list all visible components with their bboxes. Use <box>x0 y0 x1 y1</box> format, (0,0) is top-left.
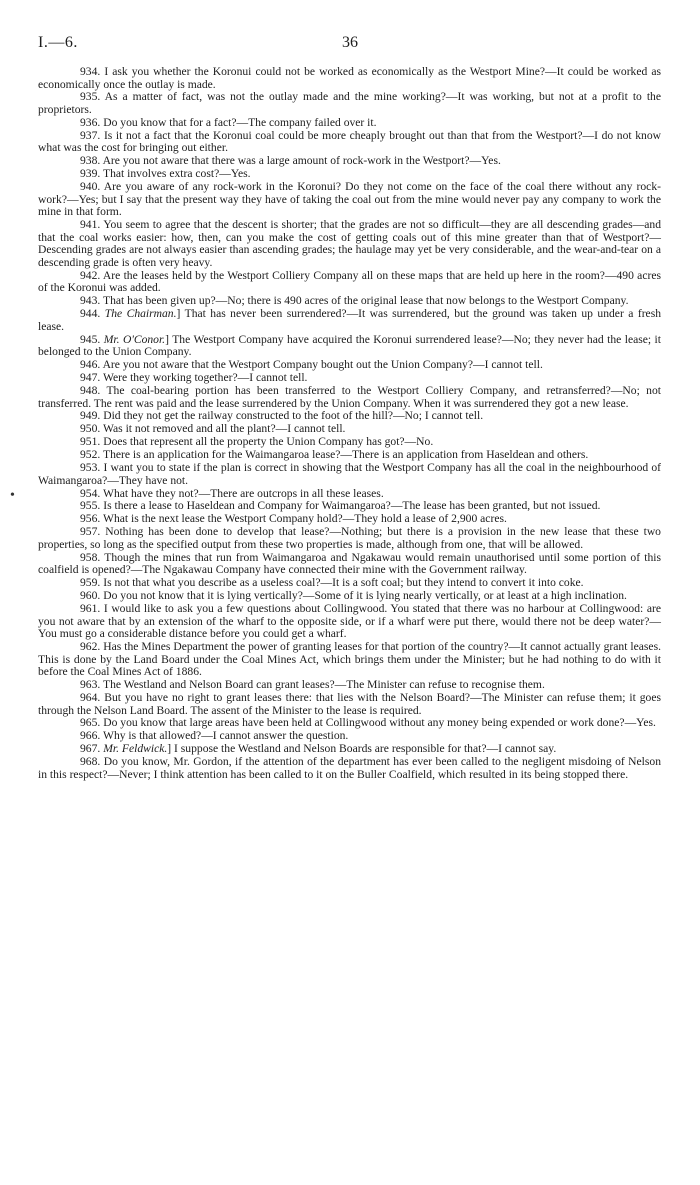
evidence-paragraph <box>38 743 661 756</box>
evidence-paragraph <box>38 359 661 372</box>
evidence-paragraph <box>38 295 661 308</box>
question-number: 942. <box>80 268 101 282</box>
question-number: 968. <box>80 755 101 769</box>
question-answer-text: I ask you whether the Koronui could not be worked as economically as the Westport Mine?—It could be worked as economically once the outlay is made. <box>38 65 661 91</box>
question-answer-text: Though the mines that run from Waimangaroa and Ngakawau would remain unauthorised until some portion of this coalfield is opened?—The Ngakawau Company have connected their mine with the Government railway. <box>38 550 661 577</box>
evidence-paragraph <box>38 603 661 641</box>
question-answer-text: Are you aware of any rock-work in the Koronui? Do they not come on the face of the coal there without any rock-work?—Yes; but I say that the present way they have of taking the coal out from the mine would never pay any company to work the mine in that form. <box>38 180 661 219</box>
evidence-paragraph <box>38 423 661 436</box>
evidence-paragraph <box>38 270 661 295</box>
evidence-paragraph <box>38 130 661 155</box>
question-answer-text: Is there a lease to Haseldean and Company for Waimangaroa?—The lease has been granted, but not issued. <box>103 499 601 513</box>
question-number: 966. <box>80 729 101 743</box>
evidence-paragraph <box>38 500 661 513</box>
question-answer-text: You seem to agree that the descent is shorter; that the grades are not so difficult—they are all descending grades—and that the coal works easier: how, then, can you make the cost of getting coals out of this mine greater than that of Westport?—Descending grades are not always easier than ascending grades; the haulage may yet be very considerable, and the wear-and-tear on a descending grade is often very heavy. <box>38 218 661 269</box>
question-answer-text: Has the Mines Department the power of granting leases for that portion of the country?—It cannot actually grant leases. This is done by the Land Board under the Coal Mines Act, which brings them under the Minister; but he had nothing to do with it before the Coal Mines Act of 1886. <box>38 640 661 679</box>
question-answer-text: Are you not aware that there was a large amount of rock-work in the Westport?—Yes. <box>102 154 501 168</box>
question-answer-text: Is not that what you describe as a useless coal?—It is a soft coal; but they intend to convert it into coke. <box>103 576 584 590</box>
question-number: 948. <box>80 384 101 397</box>
question-number: 939. <box>80 167 101 181</box>
question-answer-text: Do you know, Mr. Gordon, if the attention of the department has ever been called to the negligent misdoing of Nelson in this respect?—Never; I think attention has been called to it on the Buller Coalfield, which resulted in its being stopped there. <box>38 755 661 781</box>
evidence-paragraph <box>38 552 661 577</box>
question-answer-text: But you have no right to grant leases there: that lies with the Nelson Board?—The Minister can refuse them; it goes through the Nelson Land Board. The assent of the Minister to the lease is required. <box>38 691 661 717</box>
evidence-paragraph <box>38 756 661 781</box>
question-answer-text: Do you know that large areas have been held at Collingwood without any money being expended or work done?—Yes. <box>103 716 656 730</box>
question-answer-text: The Westland and Nelson Board can grant leases?—The Minister can refuse to recognise them. <box>103 678 545 692</box>
question-number: 934. <box>80 65 101 78</box>
question-number: 967. <box>80 742 101 756</box>
evidence-paragraph <box>38 436 661 449</box>
question-answer-text: There is an application for the Waimangaroa lease?—There is an application from Haseldean and others. <box>103 448 589 462</box>
question-number: 947. <box>80 371 101 385</box>
evidence-paragraph <box>38 717 661 730</box>
question-number: 940. <box>80 180 101 194</box>
question-number: 944. <box>80 307 101 321</box>
document-reference: I.—6. <box>38 34 78 51</box>
evidence-paragraph <box>38 679 661 692</box>
evidence-paragraph <box>38 168 661 181</box>
question-answer-text: What have they not?—There are outcrops in all these leases. <box>103 486 384 500</box>
question-number: 965. <box>80 716 101 730</box>
evidence-paragraph <box>38 526 661 551</box>
question-number: 956. <box>80 512 101 526</box>
question-number: 936. <box>80 115 101 129</box>
evidence-paragraph <box>38 372 661 385</box>
question-answer-text: As a matter of fact, was not the outlay made and the mine working?—It was working, but not at a profit to the proprietors. <box>38 90 661 117</box>
question-number: 953. <box>80 461 101 475</box>
question-answer-text: Is it not a fact that the Koronui coal could be more cheaply brought out than that from the Westport?—I do not know what was the cost for bringing out either. <box>38 128 662 155</box>
question-number: 964. <box>80 691 101 704</box>
evidence-paragraph <box>38 410 661 423</box>
question-answer-text: Does that represent all the property the Union Company has got?—No. <box>103 435 434 449</box>
question-number: 937. <box>80 128 101 142</box>
question-answer-text: ] The Westport Company have acquired the Koronui surrendered lease?—No; they never had the lease; it belonged to the Union Company. <box>38 332 661 359</box>
question-number: 950. <box>80 422 101 436</box>
evidence-paragraph <box>38 66 661 91</box>
question-number: 949. <box>80 409 101 423</box>
question-number: 952. <box>80 448 101 462</box>
question-answer-text: Nothing has been done to develop that lease?—Nothing; but there is a provision in the new lease that these two properties, so long as the specified output from these two properties is made, although from one, that will be allowed. <box>38 525 661 551</box>
question-answer-text: ] I suppose the Westland and Nelson Boards are responsible for that?—I cannot say. <box>167 742 557 756</box>
page-header <box>30 34 670 54</box>
evidence-paragraph <box>38 577 661 590</box>
evidence-paragraph <box>38 308 661 333</box>
evidence-paragraph <box>38 692 661 717</box>
evidence-paragraph <box>38 513 661 526</box>
question-number: 945. <box>80 332 101 346</box>
question-answer-text: ] That has never been surrendered?—It was surrendered, but the ground was taken up under a fresh lease. <box>38 307 662 333</box>
evidence-paragraph <box>38 462 661 487</box>
question-answer-text: Do you know that for a fact?—The company failed over it. <box>103 115 377 129</box>
evidence-paragraph <box>38 219 661 269</box>
question-answer-text: What is the next lease the Westport Company hold?—They hold a lease of 2,900 acres. <box>103 512 507 526</box>
evidence-paragraph <box>38 334 661 359</box>
question-number: 962. <box>80 640 101 654</box>
question-answer-text: I would like to ask you a few questions about Collingwood. You stated that there was no harbour at Collingwood: are you not aware that by an extension of the wharf to the opposite side, or if a wharf were put there, would there not be deep water?—You must go a considerable distance before you could get a wharf. <box>38 601 661 641</box>
question-answer-text: Do you not know that it is lying vertically?—Some of it is lying nearly vertically, or at least at a high inclination. <box>103 589 627 603</box>
page-number: 36 <box>342 34 358 51</box>
speaker-name: The Chairman. <box>104 307 177 321</box>
question-number: 946. <box>80 358 101 372</box>
question-answer-text: The coal-bearing portion has been transferred to the Westport Colliery Company, and retransferred?—No; not transferred. The rent was paid and the lease surrendered by the Union Company. When it was surrendered they got a new lease. <box>38 384 661 410</box>
question-number: 943. <box>80 294 101 308</box>
question-answer-text: Was it not removed and all the plant?—I cannot tell. <box>103 422 346 436</box>
margin-dot: • <box>10 488 15 503</box>
evidence-paragraph <box>38 117 661 130</box>
evidence-text <box>38 66 661 782</box>
question-answer-text: That involves extra cost?—Yes. <box>103 167 251 181</box>
question-answer-text: Why is that allowed?—I cannot answer the question. <box>103 729 349 743</box>
evidence-paragraph <box>38 181 661 219</box>
question-number: 958. <box>80 550 101 564</box>
question-answer-text: Were they working together?—I cannot tell. <box>103 371 308 385</box>
question-answer-text: Are you not aware that the Westport Company bought out the Union Company?—I cannot tell. <box>102 358 543 372</box>
question-number: 963. <box>80 678 101 692</box>
evidence-paragraph <box>38 449 661 462</box>
speaker-name: Mr. Feldwick. <box>103 742 168 756</box>
question-answer-text: Are the leases held by the Westport Colliery Company all on these maps that are held up here in the room?—490 acres of the Koronui was added. <box>38 268 661 295</box>
question-number: 938. <box>80 154 101 168</box>
evidence-paragraph <box>38 155 661 168</box>
question-number: 941. <box>80 218 101 232</box>
question-answer-text: That has been given up?—No; there is 490 acres of the original lease that now belongs to the Westport Company. <box>103 294 629 308</box>
evidence-paragraph <box>38 641 661 679</box>
evidence-paragraph <box>38 385 661 410</box>
question-number: 959. <box>80 576 101 590</box>
question-number: 955. <box>80 499 101 513</box>
question-number: 960. <box>80 589 101 603</box>
question-number: 935. <box>80 90 101 104</box>
question-answer-text: Did they not get the railway constructed to the foot of the hill?—No; I cannot tell. <box>103 409 484 423</box>
evidence-paragraph <box>38 590 661 603</box>
question-answer-text: I want you to state if the plan is correct in showing that the Westport Company has all the coal in the neighbourhood of Waimangaroa?—They have not. <box>38 461 661 487</box>
question-number: 951. <box>80 435 101 449</box>
question-number: 961. <box>80 601 101 615</box>
question-number: 954. <box>80 486 101 500</box>
evidence-paragraph <box>38 488 661 501</box>
evidence-paragraph <box>38 730 661 743</box>
evidence-paragraph <box>38 91 661 116</box>
speaker-name: Mr. O'Conor. <box>103 332 166 346</box>
question-number: 957. <box>80 525 101 539</box>
